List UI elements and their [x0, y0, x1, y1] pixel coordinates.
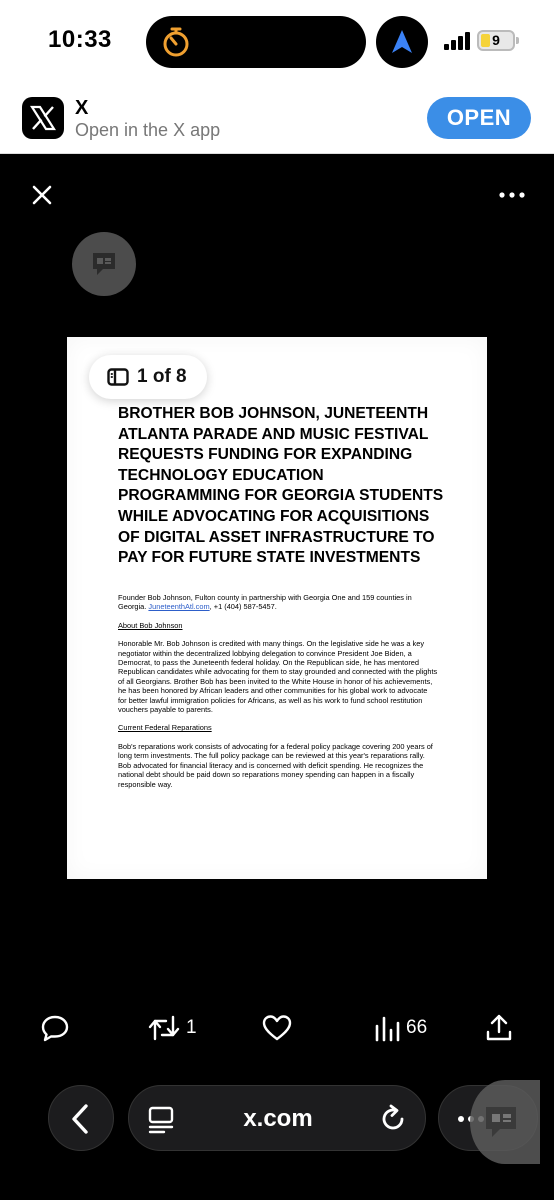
document-title: BROTHER BOB JOHNSON, JUNETEENTH ATLANTA PARADE AND MUSIC FESTIVAL REQUESTS FUNDING FOR EXPANDING TECHNOLOGY EDUCATION PROGRAMMING FOR GEORGIA STUDENTS WHILE ADVOCATING FOR ACQUISITIONS OF DIGITAL ASSET INFRASTRUCTURE TO PAY FOR FUTURE STATE INVESTMENTS	[118, 405, 444, 567]
page-counter-label: 1 of 8	[137, 366, 187, 387]
section-text-about: Honorable Mr. Bob Johnson is credited with many things. On the legislative side he was a key negotiator within the decentralized lobbying delegation to convince President Joe Biden, a Democrat, to pass the Juneteenth federal holiday. On the Republican side, he has mentored Republican candidates while advocating for them to stay grounded and connected with the plights of all Georgians. Brother Bob has been invited to the White House in honor of his achievements, he has been honored by African leaders and other communities for his global work to advocate for better lawful immigration policies for Africans, as well as his work to fund school restitution vouchers payable to parents.	[118, 639, 438, 715]
dynamic-island[interactable]	[146, 16, 366, 68]
location-indicator	[376, 16, 428, 68]
url-text: x.com	[243, 1105, 313, 1132]
battery-percentage: 9	[492, 32, 500, 48]
analytics-bars-icon	[374, 1014, 400, 1042]
location-arrow-icon	[390, 29, 414, 55]
section-heading-reparations: Current Federal Reparations	[118, 723, 212, 733]
website-link[interactable]: JuneteenthAtl.com	[148, 602, 210, 612]
repost-button[interactable]	[148, 1006, 197, 1050]
cellular-signal-icon	[444, 32, 472, 50]
x-logo-icon	[22, 97, 64, 139]
chevron-left-icon	[69, 1103, 93, 1135]
chat-bubble-icon	[89, 249, 119, 279]
document-body	[118, 593, 438, 798]
chat-bubble-icon	[482, 1102, 522, 1142]
reload-icon[interactable]	[379, 1104, 409, 1134]
battery-icon	[477, 30, 515, 51]
more-options-icon[interactable]	[496, 186, 528, 204]
status-bar	[0, 0, 554, 84]
app-subtitle: Open in the X app	[75, 120, 221, 140]
address-bar[interactable]	[128, 1085, 426, 1151]
share-icon	[484, 1013, 514, 1043]
post-actions-bar	[0, 1006, 554, 1056]
share-button[interactable]	[484, 1006, 514, 1050]
browser-back-button[interactable]	[48, 1085, 114, 1151]
views-button[interactable]	[374, 1006, 427, 1050]
close-icon[interactable]	[28, 181, 56, 209]
open-app-button[interactable]: OPEN	[427, 97, 531, 139]
repost-icon	[148, 1013, 180, 1043]
reply-icon	[40, 1013, 70, 1043]
smart-app-banner	[0, 84, 554, 154]
timer-icon	[160, 26, 192, 58]
app-name: X	[75, 97, 89, 119]
repost-count: 1	[186, 1017, 197, 1038]
status-time: 10:33	[48, 26, 112, 53]
page-counter[interactable]	[89, 355, 207, 399]
floating-comment-button[interactable]	[72, 232, 136, 296]
document-byline: Founder Bob Johnson, Fulton county in partnership with Georgia One and 159 counties in Georgia. JuneteenthAtl.com, +1 (404) 587-5457.	[118, 593, 412, 612]
section-heading-about: About Bob Johnson	[118, 620, 183, 630]
reply-button[interactable]	[40, 1006, 70, 1050]
floating-chat-button[interactable]	[470, 1080, 540, 1164]
section-text-reparations: Bob's reparations work consists of advocating for a federal policy package covering 200 years of long term investments. The full policy package can be reviewed at this year's reparations rally. Bob advocated for financial literacy and is concerned with deficit spending. He recognizes the national debt should be paid down so reparations money spending can happen in a fiscally responsible way.	[118, 741, 433, 789]
battery-nub	[516, 37, 519, 44]
heart-icon	[262, 1014, 292, 1042]
like-button[interactable]	[262, 1006, 292, 1050]
pages-icon	[107, 368, 129, 386]
document-page[interactable]	[67, 337, 487, 879]
view-count: 66	[406, 1017, 428, 1038]
